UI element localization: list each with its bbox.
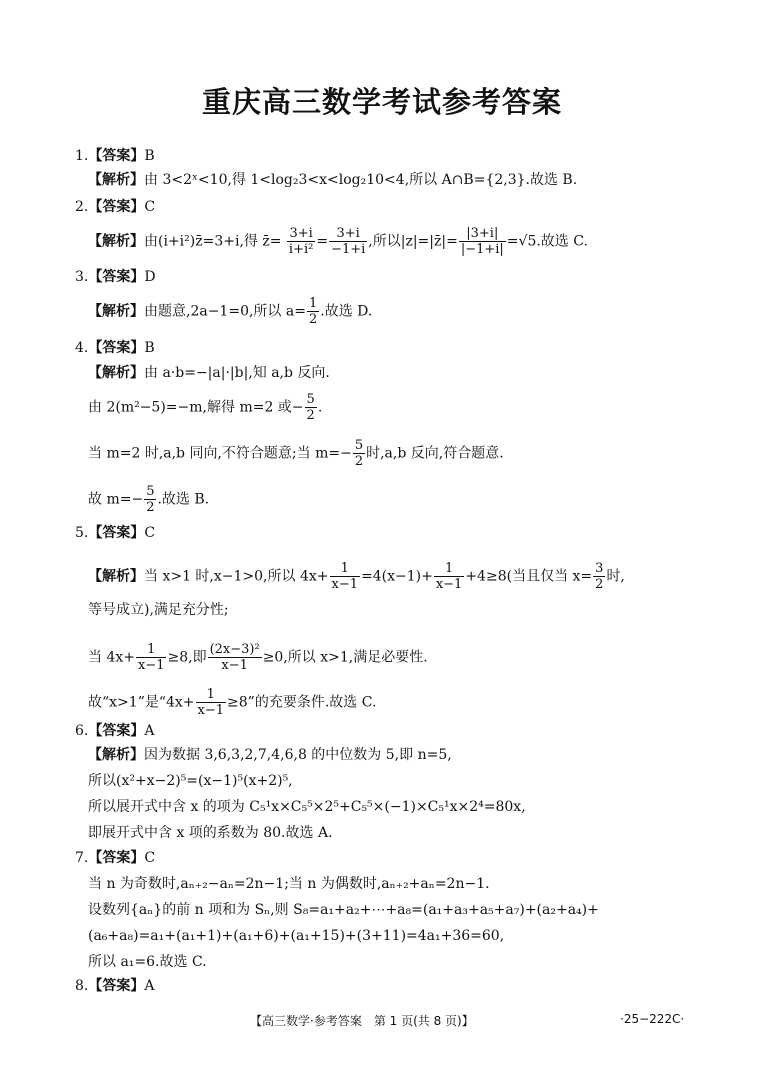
analysis-label: 【解析】 — [88, 233, 144, 250]
q8-number: 8. — [75, 978, 89, 994]
answer-label: 【答案】 — [88, 269, 145, 285]
fraction-denominator: 2 — [595, 577, 604, 592]
q4-answer: B — [144, 340, 155, 356]
q4-text-2b: . — [317, 399, 323, 416]
q5-number: 5. — [75, 525, 89, 541]
q4-analysis-line-4 — [88, 484, 209, 515]
fraction-numerator: |3+i| — [459, 226, 506, 242]
q5-fraction-4 — [136, 642, 167, 673]
fraction-numerator: 5 — [306, 392, 315, 407]
q4-text-3a: 当 m=2 时,a,b 同向,不符合题意;当 m=− — [88, 445, 352, 462]
fraction-numerator: 1 — [136, 642, 167, 658]
fraction-numerator: 3+i — [287, 226, 315, 242]
q5-text-4a: 故“x>1”是“4x+ — [88, 694, 195, 711]
q4-analysis-line-2 — [88, 392, 322, 423]
q4-analysis-line-1 — [88, 364, 330, 382]
fraction-denominator: 2 — [146, 500, 155, 515]
fraction-numerator: (2x−3)² — [209, 642, 260, 657]
q8-answer-line — [75, 977, 154, 995]
q5-analysis-line-3 — [88, 642, 428, 673]
q5-answer: C — [144, 525, 156, 541]
q2-fraction-2 — [329, 226, 367, 257]
q5-text-1a: 当 x>1 时,x−1>0,所以 4x+ — [144, 568, 329, 585]
q2-fraction-1 — [287, 226, 315, 257]
q7-text-3: (a₆+a₈)=a₁+(a₁+1)+(a₁+6)+(a₁+15)+(3+11)=4a₁+36=60, — [88, 928, 505, 944]
fraction-numerator: 1 — [196, 687, 227, 703]
q1-answer-line — [75, 147, 155, 165]
q4-text-2a: 由 2(m²−5)=−m,解得 m=2 或− — [88, 399, 304, 416]
fraction-numerator: 3+i — [329, 226, 367, 242]
analysis-label: 【解析】 — [88, 747, 144, 763]
q3-answer-line — [75, 268, 156, 286]
fraction-numerator: 1 — [330, 561, 361, 577]
q2-answer: C — [144, 199, 156, 215]
q5-text-1d: 时, — [606, 568, 625, 585]
q4-fraction-3 — [144, 484, 156, 515]
q5-fraction-2 — [434, 561, 465, 592]
q3-fraction — [307, 296, 319, 327]
answer-label: 【答案】 — [88, 199, 145, 215]
q5-analysis-line-1 — [88, 561, 625, 592]
q7-text-1: 当 n 为奇数时,aₙ₊₂−aₙ=2n−1;当 n 为偶数时,aₙ₊₂+aₙ=2n−1. — [88, 876, 490, 892]
q7-answer-line — [75, 849, 155, 867]
fraction-denominator: 2 — [308, 312, 318, 327]
analysis-label: 【解析】 — [88, 365, 144, 381]
fraction-denominator: −1+i — [331, 242, 366, 257]
analysis-label: 【解析】 — [88, 303, 144, 320]
q5-analysis-line-4 — [88, 687, 376, 718]
answer-label: 【答案】 — [88, 148, 145, 164]
fraction-denominator: x−1 — [331, 577, 358, 592]
q7-analysis-line-2 — [88, 901, 599, 919]
page-title: 重庆高三数学考试参考答案 — [201, 85, 562, 119]
q1-number: 1. — [75, 148, 89, 164]
fraction-denominator: 2 — [306, 408, 315, 423]
q2-text-2: = — [316, 233, 329, 250]
q5-analysis-line-2 — [88, 601, 229, 619]
q3-answer: D — [144, 269, 156, 285]
q2-text-3: ,所以|z|=|z̄|= — [368, 233, 458, 250]
q3-analysis-line — [88, 296, 372, 327]
q5-text-4b: ≥8”的充要条件.故选 C. — [227, 694, 377, 711]
q5-fraction-1 — [330, 561, 361, 592]
footer-code: ·25−222C· — [620, 1012, 685, 1026]
q7-analysis-line-1 — [88, 875, 490, 893]
q4-fraction-2 — [353, 438, 365, 469]
q4-number: 4. — [75, 340, 89, 356]
q6-analysis-line-2 — [88, 772, 293, 790]
q7-analysis-line-4 — [88, 953, 207, 971]
q6-answer-line — [75, 722, 154, 740]
fraction-denominator: x−1 — [435, 577, 463, 592]
answer-label: 【答案】 — [88, 850, 145, 866]
q3-text-1: 由题意,2a−1=0,所以 a= — [144, 303, 306, 320]
fraction-numerator: 5 — [146, 484, 155, 499]
fraction-denominator: x−1 — [221, 658, 248, 673]
q5-fraction-5 — [208, 642, 262, 673]
q2-number: 2. — [75, 199, 89, 215]
fraction-numerator: 5 — [354, 438, 364, 453]
answer-label: 【答案】 — [88, 340, 145, 356]
q1-analysis: 由 3<2ˣ<10,得 1<log₂3<x<log₂10<4,所以 A∩B={2,3}.故选 B. — [144, 172, 578, 188]
q4-text-3b: 时,a,b 反向,符合题意. — [366, 445, 504, 462]
analysis-label: 【解析】 — [88, 172, 144, 188]
q5-text-1b: =4(x−1)+ — [361, 568, 433, 585]
fraction-numerator: 1 — [434, 561, 465, 577]
q2-text-1: 由(i+i²)z̄=3+i,得 z̄= — [144, 233, 282, 250]
q2-fraction-3 — [459, 226, 506, 257]
q5-text-2: 等号成立),满足充分性; — [88, 602, 229, 618]
footer-page-info: 【高三数学·参考答案 第 1 页(共 8 页)】 — [250, 1014, 474, 1028]
q5-text-1c: +4≥8(当且仅当 x= — [465, 568, 593, 585]
fraction-denominator: x−1 — [197, 703, 225, 718]
q6-text-4: 即展开式中含 x 项的系数为 80.故选 A. — [88, 825, 333, 841]
q4-answer-line — [75, 339, 155, 357]
q6-analysis-line-4 — [88, 824, 333, 842]
fraction-numerator: 1 — [308, 296, 318, 311]
q7-text-4: 所以 a₁=6.故选 C. — [88, 954, 207, 970]
q4-fraction-1 — [305, 392, 317, 423]
q6-answer: A — [144, 723, 155, 739]
q5-text-3a: 当 4x+ — [88, 649, 135, 666]
q4-text-1: 由 a·b=−|a|·|b|,知 a,b 反向. — [144, 365, 330, 381]
q6-analysis-line-3 — [88, 798, 526, 816]
q7-number: 7. — [75, 850, 89, 866]
answer-label: 【答案】 — [88, 525, 145, 541]
q7-analysis-line-3 — [88, 927, 504, 945]
q6-analysis-line-1 — [88, 746, 452, 764]
q2-answer-line — [75, 198, 155, 216]
q7-answer: C — [144, 850, 156, 866]
analysis-label: 【解析】 — [88, 568, 144, 585]
fraction-denominator: x−1 — [137, 658, 165, 673]
q5-text-3c: ≥0,所以 x>1,满足必要性. — [262, 649, 428, 666]
q5-fraction-6 — [196, 687, 227, 718]
q3-number: 3. — [75, 269, 89, 285]
answer-label: 【答案】 — [88, 978, 145, 994]
q4-analysis-line-3 — [88, 438, 504, 469]
q1-analysis-line — [88, 171, 577, 189]
fraction-numerator: 3 — [595, 561, 604, 576]
q7-text-2: 设数列{aₙ}的前 n 项和为 Sₙ,则 S₈=a₁+a₂+⋯+a₈=(a₁+a₃+a₅+a₇)+(a₂+a₄)+ — [88, 902, 599, 918]
q1-answer: B — [144, 148, 155, 164]
q6-text-1: 因为数据 3,6,3,2,7,4,6,8 的中位数为 5,即 n=5, — [144, 747, 452, 763]
q5-answer-line — [75, 524, 155, 542]
answer-label: 【答案】 — [88, 723, 145, 739]
q5-text-3b: ≥8,即 — [167, 649, 207, 666]
q2-analysis-line — [88, 226, 588, 257]
q4-text-4a: 故 m=− — [88, 491, 144, 508]
q5-fraction-3 — [593, 561, 605, 592]
fraction-denominator: |−1+i| — [460, 242, 504, 257]
fraction-denominator: i+i² — [288, 242, 314, 257]
q3-text-2: .故选 D. — [320, 303, 373, 320]
q6-text-2: 所以(x²+x−2)⁵=(x−1)⁵(x+2)⁵, — [88, 773, 293, 789]
q8-answer: A — [144, 978, 155, 994]
q6-number: 6. — [75, 723, 89, 739]
fraction-denominator: 2 — [354, 454, 364, 469]
q6-text-3: 所以展开式中含 x 的项为 C₅¹x×C₅⁵×2⁵+C₅⁵×(−1)×C₅¹x×2⁴=80x, — [88, 799, 526, 815]
q2-text-4: =√5.故选 C. — [506, 233, 588, 250]
q4-text-4b: .故选 B. — [157, 491, 210, 508]
